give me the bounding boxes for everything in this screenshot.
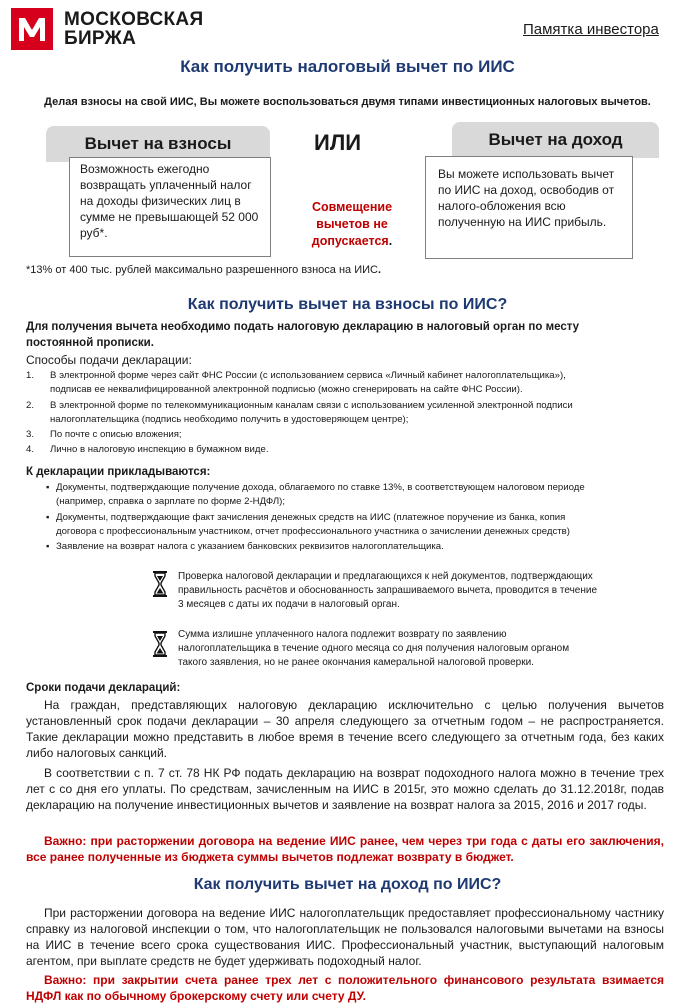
hourglass-icon xyxy=(152,631,168,662)
moex-logo xyxy=(11,8,53,50)
hourglass-icon xyxy=(152,571,168,602)
contribution-deduction-tab: Вычет на взносы xyxy=(46,126,270,162)
section-income-heading: Как получить вычет на доход по ИИС? xyxy=(193,876,502,893)
deadlines-important: Важно: при расторжении договора на ведение ИИС ранее, чем через три года с даты его заключения, все ранее полученные из бюджета суммы вычетов подлежат возврату в бюджет. xyxy=(26,834,664,864)
moex-logo-icon xyxy=(11,8,53,50)
section-income-important: Важно: при закрытии счета ранее трех лет с положительного финансового результата взимается НДФЛ как по обычному брокерскому счету или счету ДУ. xyxy=(26,973,664,1003)
section-income-paragraph: При расторжении договора на ведение ИИС налогоплательщик предоставляет профессиональному частнику справку из налоговой инспекции о том, что налогоплательщик не пользовался налоговыми вычетами на взносы на ИИС в течение всего срока существования ИИС. Профессиональный участник, выступающий налоговым агентом, при выплате средств не будет удерживать подоходный налог. xyxy=(26,906,664,968)
contribution-deduction-box: Возможность ежегодно возвращать уплаченный налог на доходы физических лиц в сумме не превышающей 52 000 руб*. xyxy=(69,157,271,257)
page-title: Как получить налоговый вычет по ИИС xyxy=(180,57,515,76)
timing-refund-note: Сумма излишне уплаченного налога подлежит возврату по заявлению налогоплательщика в течение одного месяца со дня получения налоговым органом такого заявления, но не ранее окончания камеральной налоговой проверки. xyxy=(178,629,570,668)
attachments-label: К декларации прикладываются: xyxy=(26,466,211,478)
page-subtitle: Делая взносы на свой ИИС, Вы можете воспользоваться двумя типами инвестиционных налоговых вычетов. xyxy=(44,96,651,108)
memo-label: Памятка инвестора xyxy=(523,21,659,38)
logo-wordmark: МОСКОВСКАЯ БИРЖА xyxy=(64,9,204,49)
deadlines-paragraph-1: На граждан, представляющих налоговую декларацию исключительно с целью получения вычетов установленный срок подачи декларации – 30 апреля следующего за отчетным годом – не распространяется. Такие декларации можно представить в любое время в течение всего следующего за отчетным года, без каких либо налоговых санкций. xyxy=(26,698,664,760)
deadlines-paragraph-2: В соответствии с п. 7 ст. 78 НК РФ подать декларацию на возврат подоходного налога можно в течение трех лет с со дня его уплаты. По средствам, зачисленным на ИИС в 2015г, это можно сделать до 31.12.2018г, подав декларацию на получение инвестиционных вычетов и заявление на возврат налога за 2015, 2016 и 2017 годы. xyxy=(26,766,664,812)
footnote: *13% от 400 тыс. рублей максимально разрешенного взноса на ИИС. xyxy=(26,264,382,276)
methods-label: Способы подачи декларации: xyxy=(26,353,192,367)
income-deduction-box: Вы можете использовать вычет по ИИС на доход, освободив от налого-обложения всю полученную на ИИС прибыль. xyxy=(425,156,633,259)
or-label: ИЛИ xyxy=(314,130,362,155)
section-contribution-heading: Как получить вычет на взносы по ИИС? xyxy=(187,296,508,313)
timing-check-note: Проверка налоговой декларации и предлагающихся к ней документов, подтверждающих правильность расчётов и обоснованность запрашиваемого вычета, проводится в течение 3 месяцев с даты их подачи в налоговый орган. xyxy=(178,571,598,610)
no-combination-warning: Совмещение вычетов не допускается. xyxy=(311,200,393,248)
income-deduction-tab: Вычет на доход xyxy=(452,122,659,158)
deadlines-heading: Сроки подачи деклараций: xyxy=(26,682,181,694)
section-contribution-intro: Для получения вычета необходимо подать налоговую декларацию в налоговый орган по месту постоянной прописки. xyxy=(26,321,580,349)
